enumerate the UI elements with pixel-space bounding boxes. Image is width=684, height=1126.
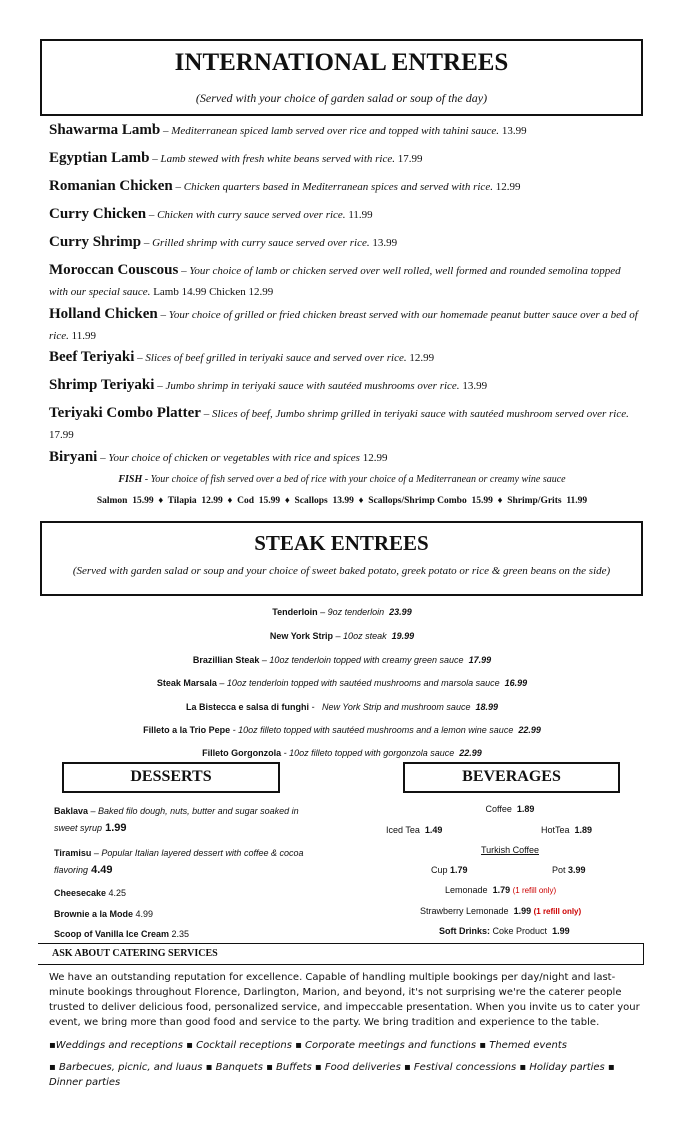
fish-option-name: Salmon — [96, 496, 128, 506]
fish-option-name: Scallops — [294, 496, 328, 506]
bev-lemonade — [445, 885, 556, 895]
catering-events-1: ▪Weddings and receptions ▪ Cocktail receptions ▪ Corporate meetings and functions ▪ Themed events — [49, 1040, 567, 1051]
bev-pot-name: Pot — [552, 865, 566, 875]
steak-price: 22.99 — [513, 725, 541, 735]
fish-option-price: 15.99 — [258, 496, 281, 506]
entree-price: 11.99 — [68, 330, 96, 342]
steak-desc: - 10oz filleto topped with gorgonzola sauce — [281, 748, 455, 758]
dessert-price: 4.49 — [88, 864, 113, 876]
entree-name: Curry Shrimp — [49, 234, 142, 250]
steak-name: New York Strip — [269, 631, 334, 641]
catering-events-2: ▪ Barbecues, picnic, and luaus ▪ Banquets ▪ Buffets ▪ Food deliveries ▪ Festival concessions ▪ Holiday parties ▪ Dinner parties — [49, 1062, 615, 1088]
bev-soft-name: Soft Drinks: — [439, 926, 491, 936]
steak-desc: – 10oz tenderloin topped with sautéed mushrooms and marsola sauce — [216, 678, 500, 688]
international-subtitle: (Served with your choice of garden salad or soup of the day) — [195, 91, 488, 105]
international-header-box — [40, 39, 643, 116]
bev-turkish-label: Turkish Coffee — [480, 845, 540, 855]
international-title: INTERNATIONAL ENTREES — [174, 49, 509, 76]
dessert-price: 1.99 — [102, 822, 127, 834]
entree-item — [49, 347, 639, 369]
entree-price: 12.99 — [359, 452, 388, 464]
entree-name: Beef Teriyaki — [49, 349, 135, 365]
bev-iced-tea-price: 1.49 — [424, 825, 443, 835]
steak-price: 19.99 — [386, 631, 415, 641]
entree-price: 12.99 — [406, 352, 435, 364]
dessert-desc: – Baked filo dough, nuts, butter and sugar soaked in sweet syrup — [54, 806, 299, 833]
fish-option-price: 13.99 — [332, 496, 354, 506]
entree-item — [49, 232, 639, 254]
catering-header: ASK ABOUT CATERING SERVICES — [52, 948, 218, 959]
entree-name: Romanian Chicken — [49, 178, 173, 194]
bev-iced-tea — [386, 825, 442, 835]
fish-option-name: Cod — [237, 496, 255, 506]
bev-soft-desc: Coke Product — [490, 926, 548, 936]
entree-desc: – Your choice of chicken or vegetables with rice and spices — [97, 452, 360, 464]
steak-item — [0, 748, 684, 758]
beverages-title: BEVERAGES — [462, 768, 561, 785]
bev-straw-price: 1.99 — [513, 906, 532, 916]
entree-price: 11.99 — [345, 209, 373, 221]
entree-item — [49, 375, 639, 397]
bev-lemonade-name: Lemonade — [445, 885, 488, 895]
bev-coffee-name: Coffee — [485, 804, 512, 814]
bev-hot-tea — [541, 825, 592, 835]
bev-soft-price: 1.99 — [552, 926, 570, 936]
diamond-separator-icon: ♦ — [153, 496, 168, 506]
bev-pot-price: 3.99 — [568, 865, 586, 875]
entree-item — [49, 403, 639, 446]
entree-desc: – Chicken quarters based in Mediterranean spices and served with rice. — [172, 181, 493, 193]
dessert-name: Baklava — [54, 806, 89, 816]
entree-desc: – Lamb stewed with fresh white beans served with rice. — [149, 153, 395, 165]
steak-desc: – 10oz steak — [333, 631, 387, 641]
entree-desc: – Slices of beef grilled in teriyaki sauce and served over rice. — [134, 352, 407, 364]
steak-desc: – 10oz tenderloin topped with creamy green sauce — [259, 655, 464, 665]
steak-name: Filleto Gorgonzola — [202, 748, 282, 758]
entree-name: Moroccan Couscous — [49, 262, 179, 278]
entree-desc: – Jumbo shrimp in teriyaki sauce with sautéed mushrooms over rice. — [154, 380, 460, 392]
steak-name: Brazillian Steak — [192, 655, 260, 665]
bev-cup-name: Cup — [431, 865, 448, 875]
bev-cup — [431, 865, 468, 875]
steak-subtitle: (Served with garden salad or soup and your choice of sweet baked potato, greek potato or rice & green beans on the side) — [72, 565, 611, 577]
bev-hot-tea-price: 1.89 — [574, 825, 593, 835]
desserts-title: DESSERTS — [130, 768, 212, 785]
entree-desc: – Your choice of grilled or fried chicken breast served with our homemade peanut butter sauce over a bed of rice. — [49, 309, 638, 342]
steak-title: STEAK ENTREES — [254, 531, 429, 555]
entree-desc: – Your choice of lamb or chicken served over well rolled, well formed and rounded semolina topped with our special sauce. — [49, 265, 621, 298]
entree-desc: – Chicken with curry sauce served over rice. — [146, 209, 346, 221]
diamond-separator-icon: ♦ — [222, 496, 238, 506]
bev-coffee-price: 1.89 — [516, 804, 535, 814]
entree-price: 17.99 — [395, 153, 423, 165]
desserts-header-box — [62, 762, 280, 793]
dessert-item — [54, 845, 304, 879]
bev-hot-tea-name: HotTea — [541, 825, 570, 835]
steak-price: 17.99 — [463, 655, 492, 665]
bev-pot — [552, 865, 586, 875]
fish-option-name: Tilapia — [167, 496, 197, 506]
entree-name: Holland Chicken — [49, 306, 158, 322]
dessert-item — [54, 803, 304, 837]
steak-name: Steak Marsala — [156, 678, 217, 688]
fish-label: FISH — [118, 474, 143, 485]
entree-item — [49, 120, 639, 142]
bev-lemonade-price: 1.79 — [492, 885, 511, 895]
entree-price: 13.99 — [499, 125, 527, 137]
entree-item — [49, 204, 639, 226]
steak-price: 23.99 — [384, 607, 412, 617]
bev-cup-price: 1.79 — [450, 865, 468, 875]
diamond-separator-icon: ♦ — [353, 496, 369, 506]
fish-option-price: 12.99 — [201, 496, 223, 506]
entree-desc: – Grilled shrimp with curry sauce served over rice. — [141, 237, 370, 249]
steak-price: 16.99 — [499, 678, 528, 688]
fish-option-price: 15.99 — [471, 496, 493, 506]
fish-option — [368, 496, 493, 506]
bev-strawberry-lemonade — [420, 906, 581, 916]
fish-option-name: Scallops/Shrimp Combo — [368, 496, 467, 506]
bev-straw-note: (1 refill only) — [533, 907, 582, 916]
entree-price: 17.99 — [49, 429, 74, 441]
fish-option — [97, 496, 154, 506]
entree-name: Shrimp Teriyaki — [49, 377, 155, 393]
fish-option — [295, 496, 354, 506]
fish-option-price: 11.99 — [566, 496, 588, 506]
bev-straw-name: Strawberry Lemonade — [420, 906, 509, 916]
entree-item — [49, 260, 639, 303]
entree-price: 12.99 — [492, 181, 521, 193]
fish-desc: - Your choice of fish served over a bed of rice with your choice of a Mediterranean or creamy wine sauce — [142, 474, 566, 485]
fish-line — [0, 474, 684, 485]
bev-iced-tea-name: Iced Tea — [386, 825, 420, 835]
steak-price: 22.99 — [454, 748, 482, 758]
steak-item — [0, 655, 684, 665]
steak-desc: - 10oz filleto topped with sautéed mushrooms and a lemon wine sauce — [230, 725, 514, 735]
steak-item — [0, 702, 684, 712]
diamond-separator-icon: ♦ — [492, 496, 508, 506]
steak-item — [0, 607, 684, 617]
fish-option — [507, 496, 587, 506]
dessert-name: Scoop of Vanilla Ice Cream — [54, 929, 170, 939]
fish-options — [0, 496, 684, 506]
steak-price: 18.99 — [470, 702, 498, 712]
fish-option-price: 15.99 — [132, 496, 154, 506]
entree-name: Shawarma Lamb — [49, 122, 161, 138]
dessert-name: Brownie a la Mode — [54, 909, 134, 919]
fish-option — [237, 496, 280, 506]
dessert-item — [54, 906, 304, 923]
dessert-price: 4.25 — [106, 888, 127, 898]
dessert-name: Tiramisu — [54, 848, 92, 858]
dessert-item — [54, 885, 304, 902]
steak-name: Tenderloin — [272, 607, 318, 617]
entree-item — [49, 176, 639, 198]
fish-option-name: Shrimp/Grits — [507, 496, 562, 506]
steak-name: Filleto a la Trio Pepe — [143, 725, 231, 735]
entree-name: Teriyaki Combo Platter — [49, 405, 201, 421]
entree-desc: – Slices of beef, Jumbo shrimp grilled in teriyaki sauce with sautéed mushroom served over rice. — [200, 408, 629, 420]
beverages-header-box — [403, 762, 620, 793]
dessert-price: 2.35 — [169, 929, 190, 939]
entree-desc: – Mediterranean spiced lamb served over rice and topped with tahini sauce. — [160, 125, 500, 137]
dessert-item — [54, 926, 304, 943]
catering-body: We have an outstanding reputation for excellence. Capable of handling multiple bookings per day/night and last-minute bookings throughout Florence, Darlington, Marion, and beyond, it's not surprising we're the caterer people trusted to deliver delicious food, personalized service, and impeccable presentation. When you invite us to cater your event, we bring more than good food and service to the party. We bring tradition and experience to the table. — [49, 972, 640, 1028]
entree-name: Egyptian Lamb — [49, 150, 150, 166]
entree-item — [49, 304, 639, 347]
entree-price: 13.99 — [459, 380, 488, 392]
steak-item — [0, 678, 684, 688]
steak-desc: - New York Strip and mushroom sauce — [309, 702, 471, 712]
entree-item — [49, 447, 639, 469]
steak-desc: – 9oz tenderloin — [317, 607, 385, 617]
entree-price: 13.99 — [369, 237, 398, 249]
steak-name: La Bistecca e salsa di funghi — [186, 702, 310, 712]
entree-name: Curry Chicken — [49, 206, 147, 222]
fish-option — [168, 496, 223, 506]
diamond-separator-icon: ♦ — [280, 496, 295, 506]
dessert-name: Cheesecake — [54, 888, 107, 898]
entree-price: Lamb 14.99 Chicken 12.99 — [150, 286, 274, 298]
dessert-price: 4.99 — [133, 909, 154, 919]
bev-lemonade-note: (1 refill only) — [512, 886, 557, 895]
bev-coffee — [440, 804, 580, 814]
steak-item — [0, 631, 684, 641]
catering-header-box — [38, 943, 644, 965]
entree-name: Biryani — [49, 449, 98, 465]
entree-item — [49, 148, 639, 170]
bev-soft-drinks — [439, 926, 570, 936]
steak-header-box — [40, 521, 643, 596]
dessert-desc: – Popular Italian layered dessert with coffee & cocoa flavoring — [54, 848, 304, 875]
steak-item — [0, 725, 684, 735]
